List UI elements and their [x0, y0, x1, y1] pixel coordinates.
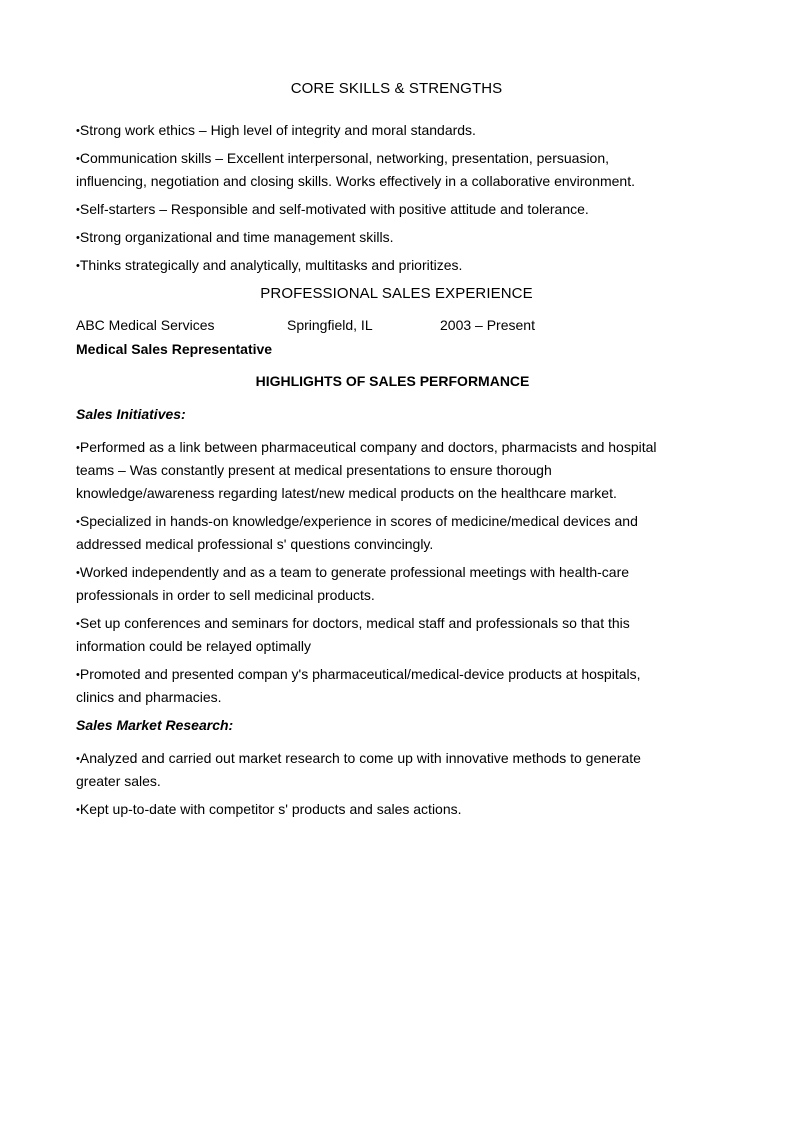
sales-market-research-heading: Sales Market Research: [76, 717, 234, 733]
bullet-icon: • [76, 442, 80, 454]
bullet-icon: • [76, 669, 80, 681]
list-item: •Specialized in hands-on knowledge/experience in scores of medicine/medical devices and addressed medical professional s' questions convincingly. [76, 513, 638, 552]
list-item: •Worked independently and as a team to generate professional meetings with health-care professionals in order to sell medicinal products. [76, 564, 630, 603]
bullet-icon: • [76, 516, 80, 528]
list-item: •Communication skills – Excellent interpersonal, networking, presentation, persuasion, influencing, negotiation and closing skills. Works effectively in a collaborative environment. [76, 150, 636, 189]
bullet-icon: • [76, 618, 80, 630]
job-title: Medical Sales Representative [76, 341, 273, 357]
company-name: ABC Medical Services [76, 317, 215, 333]
bullet-icon: • [76, 753, 80, 765]
company-location: Springfield, IL [287, 317, 373, 333]
bullet-icon: • [76, 153, 80, 165]
core-skills-heading: CORE SKILLS & STRENGTHS [290, 80, 503, 97]
bullet-icon: • [76, 567, 80, 579]
highlights-heading: HIGHLIGHTS OF SALES PERFORMANCE [255, 373, 530, 389]
list-item: •Self-starters – Responsible and self-motivated with positive attitude and tolerance. [76, 201, 589, 217]
experience-heading: PROFESSIONAL SALES EXPERIENCE [260, 285, 533, 302]
list-item: •Set up conferences and seminars for doctors, medical staff and professionals so that this information could be relayed optimally [76, 615, 630, 654]
employment-dates: 2003 – Present [440, 317, 535, 333]
bullet-icon: • [76, 232, 80, 244]
list-item: •Strong work ethics – High level of integrity and moral standards. [76, 122, 476, 138]
list-item: •Promoted and presented compan y's pharmaceutical/medical-device products at hospitals, clinics and pharmacies. [76, 666, 641, 705]
bullet-icon: • [76, 125, 80, 137]
list-item: •Kept up-to-date with competitor s' products and sales actions. [76, 801, 462, 817]
list-item: •Strong organizational and time management skills. [76, 229, 394, 245]
list-item: •Thinks strategically and analytically, multitasks and prioritizes. [76, 257, 463, 273]
list-item: •Performed as a link between pharmaceutical company and doctors, pharmacists and hospital teams – Was constantly present at medical presentations to ensure thorough knowledge/awareness regarding latest/new medical products on the healthcare market. [76, 439, 657, 501]
list-item: •Analyzed and carried out market research to come up with innovative methods to generate greater sales. [76, 750, 641, 789]
bullet-icon: • [76, 260, 80, 272]
bullet-icon: • [76, 804, 80, 816]
sales-initiatives-heading: Sales Initiatives: [76, 406, 186, 422]
bullet-icon: • [76, 204, 80, 216]
